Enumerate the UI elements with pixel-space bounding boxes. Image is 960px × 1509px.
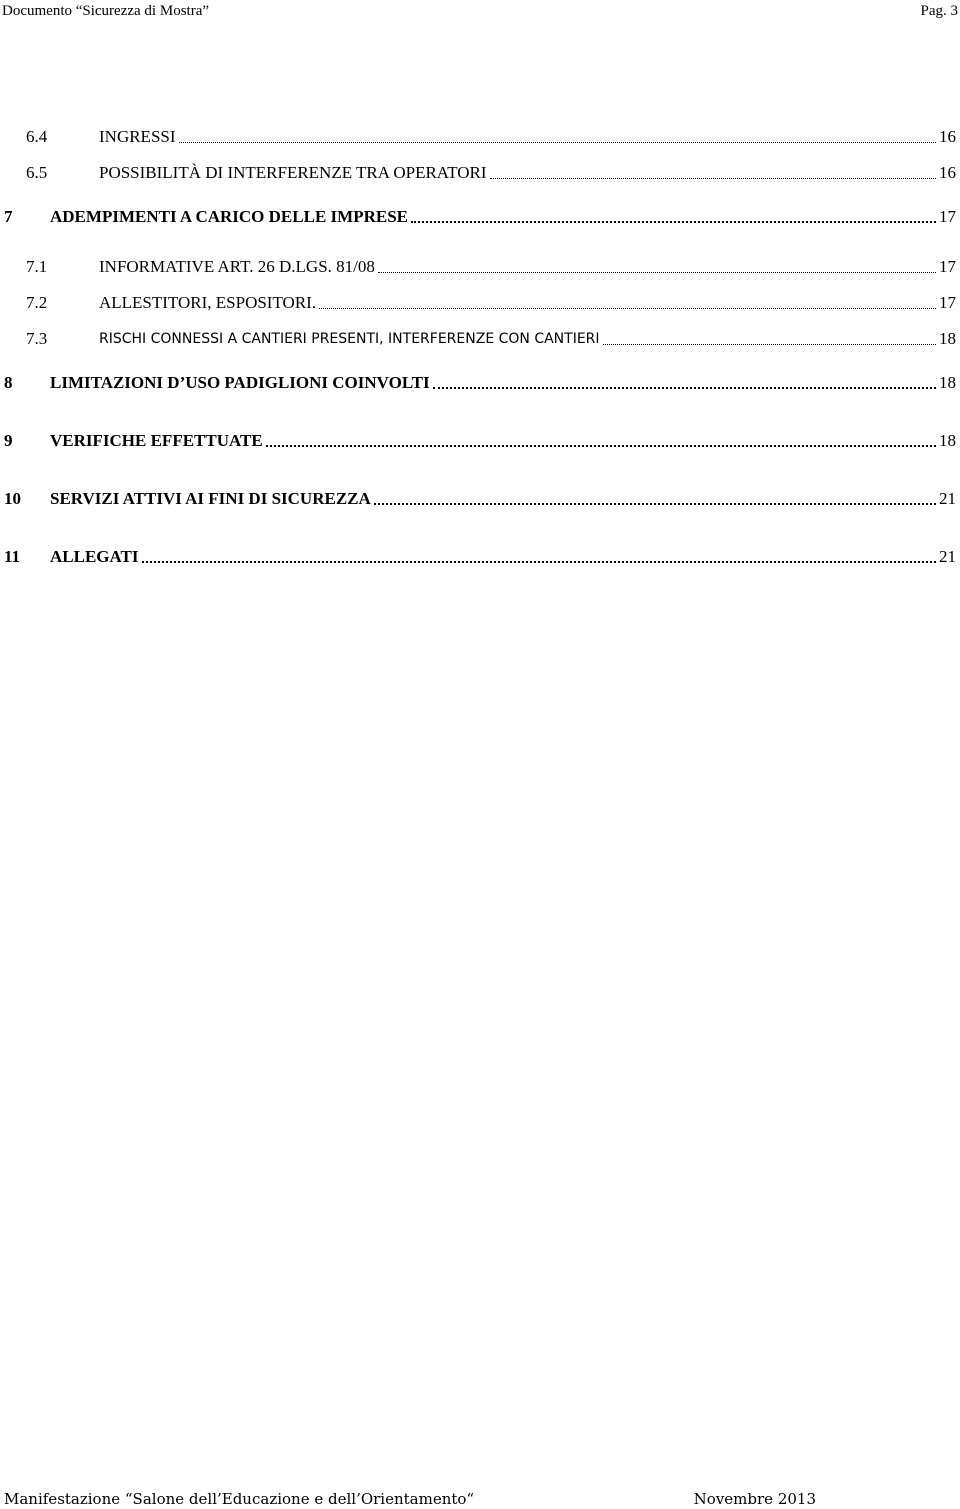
- dot-leader: [319, 307, 936, 309]
- toc-number: 6.5: [26, 163, 48, 182]
- dot-leader: [266, 444, 936, 447]
- toc-entry-10[interactable]: [4, 486, 956, 510]
- page-header: [2, 0, 958, 22]
- toc-title: LIMITAZIONI D’USO PADIGLIONI COINVOLTI: [50, 373, 430, 392]
- toc-title: ALLESTITORI, ESPOSITORI.: [99, 293, 317, 312]
- toc-title: RISCHI CONNESSI A CANTIERI PRESENTI, INTERFERENZE CON CANTIERI: [99, 331, 600, 347]
- toc-page: 16: [939, 163, 956, 182]
- toc-page: 18: [939, 373, 956, 392]
- toc-title: VERIFICHE EFFETTUATE: [50, 431, 263, 450]
- toc-number: 7.1: [26, 257, 48, 276]
- toc-number: 6.4: [26, 127, 48, 146]
- toc-page: 16: [939, 127, 956, 146]
- toc-number: 7.2: [26, 293, 48, 312]
- toc-number: 8: [4, 373, 13, 392]
- toc-page: 21: [939, 489, 956, 508]
- dot-leader: [603, 343, 936, 345]
- toc-number: 7.3: [26, 329, 48, 348]
- footer-date: Novembre 2013: [693, 1490, 816, 1508]
- toc-entry-6-5[interactable]: [26, 160, 956, 184]
- toc-title: INFORMATIVE ART. 26 D.LGS. 81/08: [99, 257, 375, 276]
- toc-page: 18: [939, 431, 956, 450]
- toc-title: SERVIZI ATTIVI AI FINI DI SICUREZZA: [50, 489, 371, 508]
- toc-page: 18: [939, 329, 956, 348]
- toc-entry-9[interactable]: [4, 428, 956, 452]
- dot-leader: [374, 502, 936, 505]
- event-name: Manifestazione “Salone dell’Educazione e dell’Orientamento“: [4, 1490, 475, 1508]
- toc-entry-6-4[interactable]: [26, 124, 956, 148]
- document-title: Documento “Sicurezza di Mostra”: [2, 3, 210, 19]
- toc-entry-8[interactable]: [4, 370, 956, 394]
- toc-entry-7-1[interactable]: [26, 254, 956, 278]
- toc-entry-7-2[interactable]: [26, 290, 956, 314]
- toc-title: ADEMPIMENTI A CARICO DELLE IMPRESE: [50, 207, 408, 226]
- toc-number: 11: [4, 547, 21, 566]
- toc-entry-11[interactable]: [4, 544, 956, 568]
- toc-page: 17: [939, 207, 956, 226]
- dot-leader: [142, 560, 937, 563]
- toc-entry-7[interactable]: [4, 204, 956, 228]
- toc-page: 21: [939, 547, 956, 566]
- dot-leader: [378, 271, 936, 273]
- page-number: Pag. 3: [920, 3, 958, 19]
- page-footer: [4, 1490, 816, 1508]
- toc-title: INGRESSI: [99, 127, 176, 146]
- toc-page: 17: [939, 293, 956, 312]
- toc-title: ALLEGATI: [50, 547, 139, 566]
- toc-number: 10: [4, 489, 21, 508]
- dot-leader: [433, 386, 936, 389]
- dot-leader: [179, 141, 936, 143]
- toc-entry-7-3[interactable]: [26, 326, 956, 350]
- toc-number: 7: [4, 207, 13, 226]
- toc-page: 17: [939, 257, 956, 276]
- dot-leader: [411, 220, 936, 223]
- toc-number: 9: [4, 431, 13, 450]
- toc-title: POSSIBILITÀ DI INTERFERENZE TRA OPERATORI: [99, 163, 487, 182]
- dot-leader: [490, 177, 936, 179]
